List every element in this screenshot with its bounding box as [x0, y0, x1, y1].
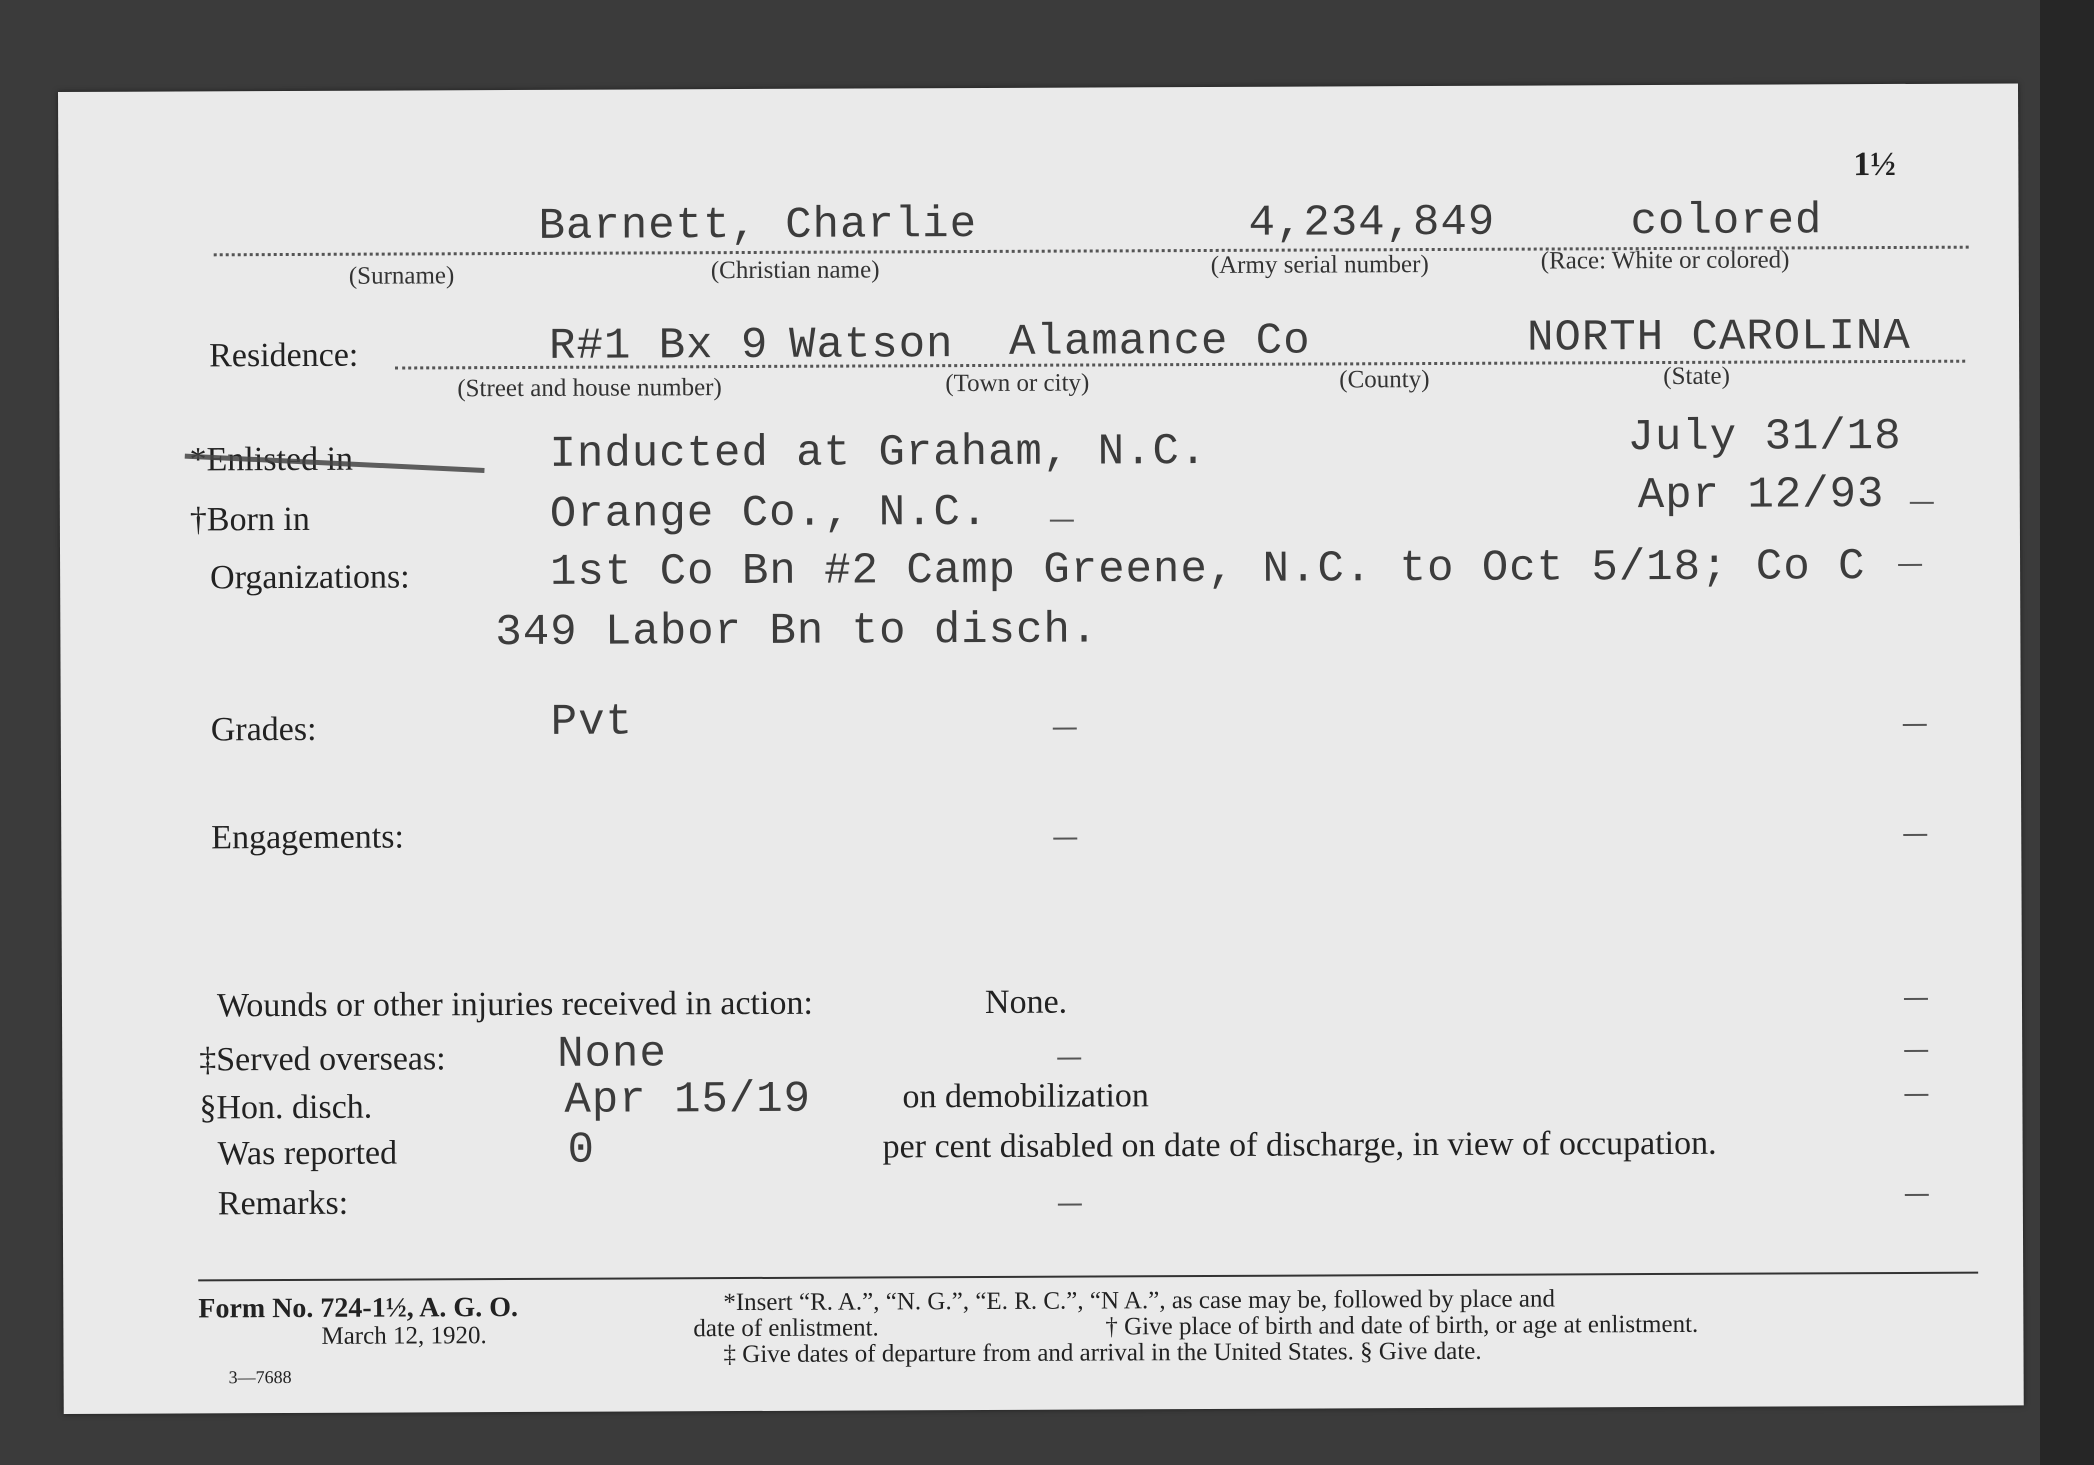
remarks-dash: [1058, 1204, 1082, 1206]
born-dash: [1050, 520, 1074, 522]
overseas-value: None: [557, 1029, 667, 1080]
serial-caption: (Army serial number): [1210, 251, 1429, 279]
enlisted-date: July 31/18: [1627, 411, 1902, 464]
street-caption: (Street and house number): [457, 374, 722, 403]
corner-mark: 1½: [1853, 145, 1896, 184]
reported-note: per cent disabled on date of discharge, in view of occupation.: [882, 1124, 1717, 1166]
footer-rule: [198, 1272, 1978, 1282]
reported-label: Was reported: [217, 1134, 398, 1173]
town-caption: (Town or city): [945, 369, 1090, 398]
grades-label: Grades:: [210, 710, 317, 749]
hon-disch-label: §Hon. disch.: [199, 1088, 373, 1127]
enlisted-label: *Enlisted in: [189, 440, 354, 479]
state-caption: (State): [1663, 362, 1730, 390]
residence-label: Residence:: [209, 336, 359, 375]
overseas-dash: [1057, 1058, 1081, 1060]
remarks-dash-right: [1905, 1194, 1929, 1196]
print-code: 3—7688: [228, 1366, 292, 1388]
residence-town: Watson: [789, 320, 954, 371]
organizations-label: Organizations:: [210, 558, 410, 597]
hon-disch-dash: [1904, 1094, 1928, 1096]
enlisted-value: Inducted at Graham, N.C.: [549, 426, 1208, 480]
reported-value: 0: [567, 1125, 596, 1176]
footnote-line2a: date of enlistment.: [693, 1314, 879, 1343]
residence-county: Alamance Co: [1008, 316, 1311, 368]
service-record-card: [58, 83, 2024, 1414]
hon-disch-note: on demobilization: [902, 1077, 1149, 1116]
engagements-label: Engagements:: [211, 818, 404, 857]
engagements-dash: [1053, 838, 1077, 840]
overseas-label: ‡Served overseas:: [199, 1040, 446, 1079]
race-caption: (Race: White or colored): [1540, 246, 1790, 275]
grades-dash: [1053, 728, 1077, 730]
hon-disch-value: Apr 15/19: [564, 1074, 812, 1126]
grades-value: Pvt: [550, 697, 634, 748]
overseas-dash-right: [1904, 1050, 1928, 1052]
born-value: Orange Co., N.C.: [549, 487, 989, 540]
footnote-line1: *Insert “R. A.”, “N. G.”, “E. R. C.”, “N A.”, as case may be, followed by place and: [723, 1285, 1556, 1317]
wounds-value: None.: [984, 983, 1068, 1021]
scan-background: [2040, 0, 2094, 1465]
born-label: †Born in: [189, 500, 310, 539]
born-date: Apr 12/93: [1637, 470, 1885, 522]
race-value: colored: [1630, 196, 1823, 248]
wounds-dash: [1904, 998, 1928, 1000]
serial-value: 4,234,849: [1248, 197, 1496, 249]
grades-dash-right: [1903, 724, 1927, 726]
form-number: Form No. 724-1½, A. G. O.: [198, 1292, 519, 1325]
footnote-line3: ‡ Give dates of departure from and arrival in the United States. § Give date.: [723, 1337, 1482, 1369]
born-date-dash: [1910, 502, 1934, 504]
organizations-line1: 1st Co Bn #2 Camp Greene, N.C. to Oct 5/18; Co C: [549, 542, 1866, 598]
remarks-label: Remarks:: [217, 1184, 349, 1223]
wounds-label: Wounds or other injuries received in action:: [216, 984, 813, 1025]
organizations-line2: 349 Labor Bn to disch.: [495, 605, 1099, 659]
county-caption: (County): [1339, 366, 1430, 394]
residence-state: NORTH CAROLINA: [1526, 311, 1911, 364]
footnote-line2b: † Give place of birth and date of birth, or age at enlistment.: [1105, 1310, 1699, 1341]
name-value: Barnett, Charlie: [538, 199, 978, 252]
form-date: March 12, 1920.: [321, 1322, 487, 1350]
christian-name-caption: (Christian name): [710, 256, 880, 285]
surname-caption: (Surname): [348, 262, 455, 290]
residence-street: R#1 Bx 9: [549, 320, 769, 372]
engagements-dash-right: [1903, 834, 1927, 836]
organizations-dash: [1898, 564, 1922, 566]
